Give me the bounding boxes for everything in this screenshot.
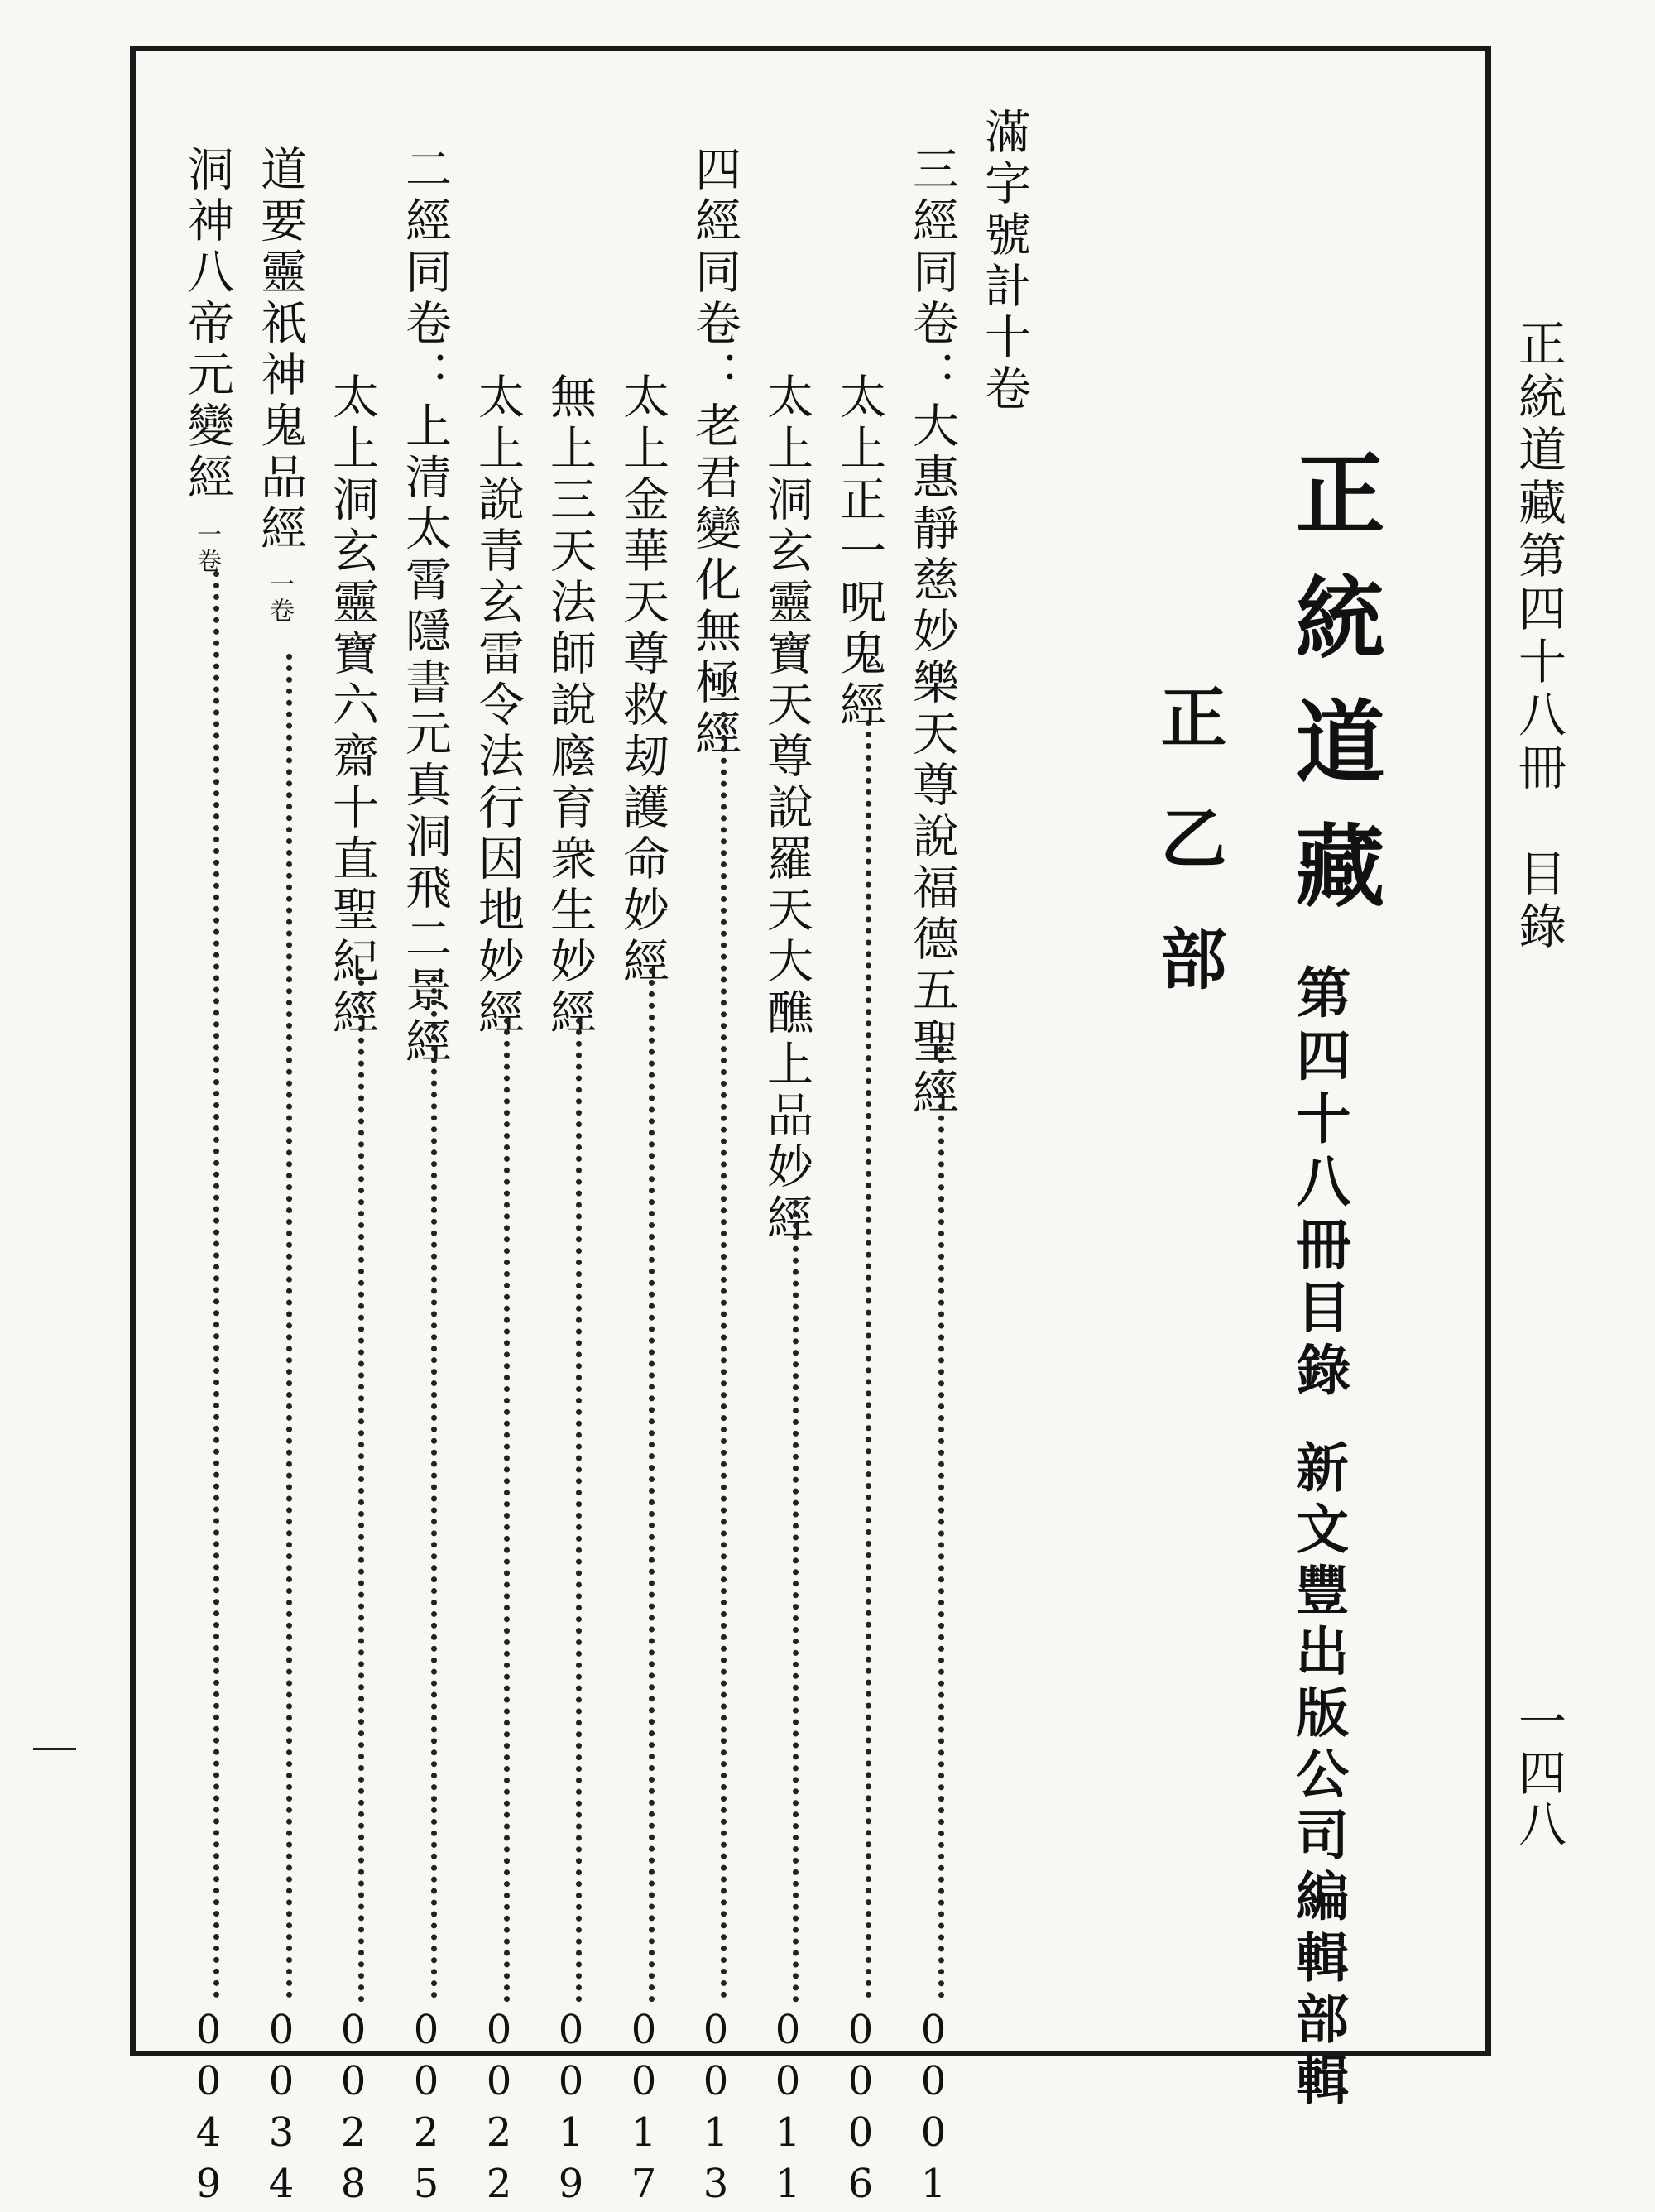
toc-entry-page: 0011 — [765, 2007, 811, 2212]
main-title: 正統道藏 — [1280, 447, 1384, 943]
toc-entry-page: 0049 — [185, 2007, 232, 2212]
toc-entry-page: 0022 — [476, 2007, 522, 2212]
toc-leader — [358, 968, 364, 2003]
toc-leader — [866, 720, 871, 1998]
toc-entry-page: 0019 — [548, 2007, 594, 2212]
toc-leader — [504, 1018, 510, 2003]
division-title: 正乙部 — [1149, 683, 1226, 1045]
toc-entry-page: 0025 — [403, 2007, 449, 2212]
toc-leader — [721, 712, 727, 1998]
toc-entry-page: 0034 — [258, 2007, 305, 2212]
toc-entry-title: 太上說青玄雷令法行因地妙經 — [471, 372, 525, 1039]
toc-entry-title: 太上正一呪鬼經 — [832, 372, 886, 732]
toc-entry-page: 0028 — [330, 2007, 377, 2212]
toc-entry-title: 太上洞玄靈寶天尊說羅天大醮上品妙經 — [760, 372, 813, 1245]
toc-leader — [793, 1200, 799, 2003]
margin-mark — [33, 1748, 76, 1750]
running-title: 正統道藏第四十八冊 目錄 — [1510, 319, 1566, 954]
toc-entry-title: 無上三天法師說廕育衆生妙經 — [543, 372, 597, 1039]
toc-entry-page: 0013 — [693, 2007, 739, 2212]
toc-entry-title: 道要靈祇神鬼品經 — [253, 145, 307, 555]
toc-entry-title: 太上金華天尊救刼護命妙經 — [616, 372, 669, 988]
toc-entry-page: 0001 — [910, 2007, 957, 2212]
toc-entry-title: 洞神八帝元變經 — [180, 145, 234, 504]
toc-entry-title: 四經同卷：老君變化無極經 — [688, 145, 741, 761]
toc-entry-title: 滿字號計十卷 — [977, 108, 1031, 415]
publisher: 新文豐出版公司編輯部輯 — [1287, 1440, 1348, 2114]
toc-entry-title: 三經同卷：大惠靜慈妙樂天尊說福德五聖經 — [905, 145, 959, 1120]
toc-entry-note: 一卷 — [192, 521, 221, 574]
toc-leader — [938, 1034, 944, 1998]
toc-entry-page: 0017 — [621, 2007, 667, 2212]
volume-title: 第四十八冊目錄 — [1287, 964, 1350, 1404]
page-number: 一四八 — [1510, 1696, 1566, 1850]
toc-leader — [576, 1018, 582, 2003]
toc-entry-title: 太上洞玄靈寶六齋十直聖紀經 — [325, 372, 379, 1039]
toc-leader — [431, 976, 437, 1998]
toc-entry-title: 二經同卷：上清太霄隱書元真洞飛二景經 — [398, 145, 452, 1068]
toc-leader — [649, 968, 655, 2003]
toc-entry-note: 一卷 — [265, 571, 294, 624]
toc-entry-page: 0006 — [837, 2007, 884, 2212]
toc-leader — [213, 571, 219, 1998]
toc-leader — [286, 654, 292, 1998]
